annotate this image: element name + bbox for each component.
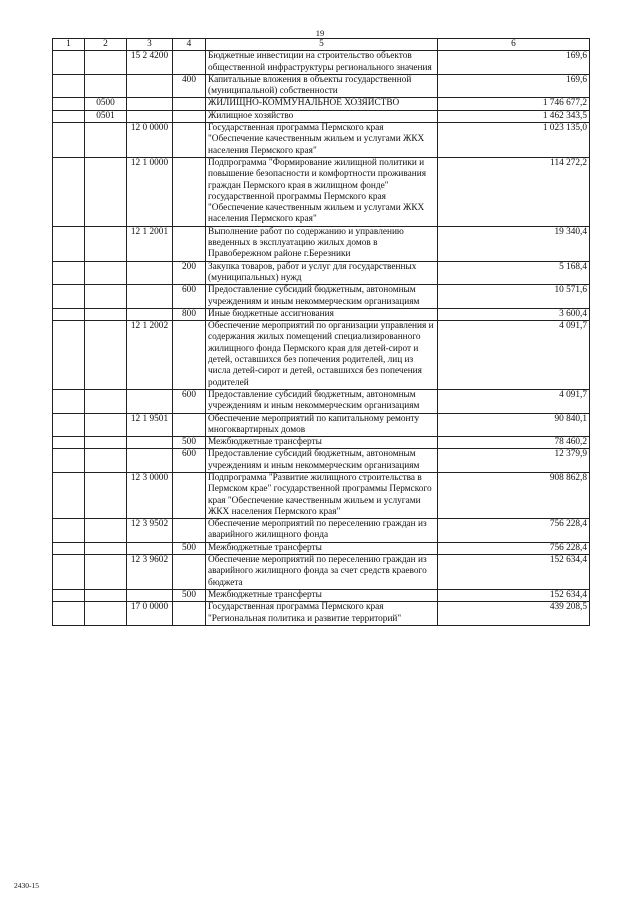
- target-code-cell: [127, 589, 173, 601]
- description-cell: Межбюджетные трансферты: [206, 589, 438, 601]
- target-code-cell: 12 0 0000: [127, 123, 173, 158]
- description-cell: Предоставление субсидий бюджетным, автономным учреждениям и иным некоммерческим организациям: [206, 285, 438, 309]
- target-code-cell: [127, 98, 173, 110]
- target-code-cell: [127, 449, 173, 473]
- description-cell: Межбюджетные трансферты: [206, 542, 438, 554]
- target-code-cell: [127, 389, 173, 413]
- table-row: [53, 157, 590, 226]
- amount-cell: 5 168,4: [438, 261, 590, 285]
- section-cell: [53, 110, 85, 122]
- description-cell: Предоставление субсидий бюджетным, автономным учреждениям и иным некоммерческим организациям: [206, 389, 438, 413]
- subsection-cell: [85, 226, 127, 261]
- col-header-2: 2: [85, 39, 127, 51]
- expense-type-cell: [173, 321, 206, 390]
- description-cell: Капитальные вложения в объекты государственной (муниципальной) собственности: [206, 74, 438, 98]
- section-cell: [53, 413, 85, 437]
- expense-type-cell: 200: [173, 261, 206, 285]
- description-cell: Государственная программа Пермского края "Обеспечение качественным жильем и услугами ЖКХ населения Пермского края": [206, 123, 438, 158]
- amount-cell: 169,6: [438, 74, 590, 98]
- section-cell: [53, 472, 85, 518]
- document-code: 2430-15: [14, 881, 39, 890]
- amount-cell: 90 840,1: [438, 413, 590, 437]
- amount-cell: 4 091,7: [438, 321, 590, 390]
- table-row: [53, 98, 590, 110]
- col-header-1: 1: [53, 39, 85, 51]
- section-cell: [53, 555, 85, 590]
- amount-cell: 4 091,7: [438, 389, 590, 413]
- expense-type-cell: [173, 110, 206, 122]
- target-code-cell: [127, 261, 173, 285]
- description-cell: Предоставление субсидий бюджетным, автономным учреждениям и иным некоммерческим организациям: [206, 449, 438, 473]
- subsection-cell: [85, 542, 127, 554]
- subsection-cell: [85, 589, 127, 601]
- expense-type-cell: 600: [173, 449, 206, 473]
- table-row: [53, 74, 590, 98]
- expense-type-cell: [173, 98, 206, 110]
- col-header-4: 4: [173, 39, 206, 51]
- table-row: [53, 413, 590, 437]
- section-cell: [53, 602, 85, 626]
- table-row: [53, 437, 590, 449]
- description-cell: Межбюджетные трансферты: [206, 437, 438, 449]
- table-row: [53, 226, 590, 261]
- amount-cell: 908 862,8: [438, 472, 590, 518]
- section-cell: [53, 589, 85, 601]
- subsection-cell: 0500: [85, 98, 127, 110]
- amount-cell: 1 462 343,5: [438, 110, 590, 122]
- description-cell: Обеспечение мероприятий по переселению граждан из аварийного жилищного фонда за счет средств краевого бюджета: [206, 555, 438, 590]
- amount-cell: 169,6: [438, 51, 590, 75]
- amount-cell: 756 228,4: [438, 542, 590, 554]
- description-cell: Выполнение работ по содержанию и управлению введенных в эксплуатацию жилых домов в Правобережном районе г.Березники: [206, 226, 438, 261]
- expense-type-cell: [173, 226, 206, 261]
- expense-type-cell: 500: [173, 437, 206, 449]
- target-code-cell: 17 0 0000: [127, 602, 173, 626]
- amount-cell: 152 634,4: [438, 589, 590, 601]
- amount-cell: 19 340,4: [438, 226, 590, 261]
- col-header-3: 3: [127, 39, 173, 51]
- header-row: [53, 39, 590, 51]
- description-cell: Подпрограмма "Формирование жилищной политики и повышение безопасности и комфортности проживания граждан Пермского края в жилищном фонде" государственной программы Пермского края "Обеспечение качественным жильем и услугами ЖКХ населения Пермского края": [206, 157, 438, 226]
- subsection-cell: [85, 413, 127, 437]
- expense-type-cell: 400: [173, 74, 206, 98]
- table-row: [53, 449, 590, 473]
- table-row: [53, 321, 590, 390]
- subsection-cell: [85, 449, 127, 473]
- expense-type-cell: 500: [173, 542, 206, 554]
- expense-type-cell: [173, 555, 206, 590]
- expense-type-cell: [173, 51, 206, 75]
- subsection-cell: [85, 157, 127, 226]
- section-cell: [53, 74, 85, 98]
- subsection-cell: [85, 437, 127, 449]
- expense-type-cell: [173, 519, 206, 543]
- amount-cell: 3 600,4: [438, 308, 590, 320]
- expense-type-cell: [173, 472, 206, 518]
- amount-cell: 114 272,2: [438, 157, 590, 226]
- expense-type-cell: 600: [173, 389, 206, 413]
- section-cell: [53, 321, 85, 390]
- target-code-cell: [127, 437, 173, 449]
- target-code-cell: 15 2 4200: [127, 51, 173, 75]
- table-row: [53, 602, 590, 626]
- target-code-cell: [127, 542, 173, 554]
- subsection-cell: 0501: [85, 110, 127, 122]
- description-cell: Бюджетные инвестиции на строительство объектов общественной инфраструктуры регионального значения: [206, 51, 438, 75]
- subsection-cell: [85, 519, 127, 543]
- section-cell: [53, 98, 85, 110]
- subsection-cell: [85, 308, 127, 320]
- col-header-5: 5: [206, 39, 438, 51]
- table-row: [53, 123, 590, 158]
- expense-type-cell: 800: [173, 308, 206, 320]
- target-code-cell: 12 1 9501: [127, 413, 173, 437]
- table-row: [53, 519, 590, 543]
- amount-cell: 78 460,2: [438, 437, 590, 449]
- description-cell: Государственная программа Пермского края "Региональная политика и развитие территорий": [206, 602, 438, 626]
- subsection-cell: [85, 51, 127, 75]
- section-cell: [53, 519, 85, 543]
- page-number: 19: [315, 28, 325, 38]
- subsection-cell: [85, 389, 127, 413]
- table-row: [53, 542, 590, 554]
- description-cell: Обеспечение мероприятий по переселению граждан из аварийного жилищного фонда: [206, 519, 438, 543]
- expense-type-cell: [173, 602, 206, 626]
- subsection-cell: [85, 123, 127, 158]
- subsection-cell: [85, 74, 127, 98]
- section-cell: [53, 308, 85, 320]
- target-code-cell: 12 1 2002: [127, 321, 173, 390]
- table-row: [53, 472, 590, 518]
- section-cell: [53, 542, 85, 554]
- target-code-cell: 12 3 9602: [127, 555, 173, 590]
- description-cell: Иные бюджетные ассигнования: [206, 308, 438, 320]
- target-code-cell: 12 1 2001: [127, 226, 173, 261]
- subsection-cell: [85, 261, 127, 285]
- amount-cell: 439 208,5: [438, 602, 590, 626]
- target-code-cell: [127, 74, 173, 98]
- expense-type-cell: [173, 157, 206, 226]
- section-cell: [53, 51, 85, 75]
- expense-type-cell: [173, 123, 206, 158]
- target-code-cell: 12 3 9502: [127, 519, 173, 543]
- description-cell: Обеспечение мероприятий по организации управления и содержания жилых помещений специализированного жилищного фонда Пермского края для детей-сирот и детей, оставшихся без попечения родителей, лиц из числа детей-сирот и детей, оставшихся без попечения родителей: [206, 321, 438, 390]
- description-cell: Подпрограмма "Развитие жилищного строительства в Пермском крае" государственной программы Пермского края "Обеспечение качественным жильем и услугами ЖКХ населения Пермского края": [206, 472, 438, 518]
- description-cell: Закупка товаров, работ и услуг для государственных (муниципальных) нужд: [206, 261, 438, 285]
- target-code-cell: 12 3 0000: [127, 472, 173, 518]
- target-code-cell: 12 1 0000: [127, 157, 173, 226]
- amount-cell: 10 571,6: [438, 285, 590, 309]
- section-cell: [53, 389, 85, 413]
- table-row: [53, 389, 590, 413]
- amount-cell: 12 379,9: [438, 449, 590, 473]
- section-cell: [53, 261, 85, 285]
- table-row: [53, 51, 590, 75]
- section-cell: [53, 157, 85, 226]
- table-row: [53, 589, 590, 601]
- section-cell: [53, 123, 85, 158]
- expense-type-cell: 600: [173, 285, 206, 309]
- table-row: [53, 110, 590, 122]
- col-header-6: 6: [438, 39, 590, 51]
- table-row: [53, 261, 590, 285]
- description-cell: Жилищное хозяйство: [206, 110, 438, 122]
- amount-cell: 152 634,4: [438, 555, 590, 590]
- expense-type-cell: [173, 413, 206, 437]
- table-row: [53, 285, 590, 309]
- subsection-cell: [85, 321, 127, 390]
- target-code-cell: [127, 285, 173, 309]
- amount-cell: 756 228,4: [438, 519, 590, 543]
- section-cell: [53, 226, 85, 261]
- amount-cell: 1 023 135,0: [438, 123, 590, 158]
- subsection-cell: [85, 285, 127, 309]
- budget-table: [52, 38, 590, 626]
- target-code-cell: [127, 308, 173, 320]
- table-row: [53, 555, 590, 590]
- expense-type-cell: 500: [173, 589, 206, 601]
- section-cell: [53, 437, 85, 449]
- amount-cell: 1 746 677,2: [438, 98, 590, 110]
- description-cell: ЖИЛИЩНО-КОММУНАЛЬНОЕ ХОЗЯЙСТВО: [206, 98, 438, 110]
- section-cell: [53, 285, 85, 309]
- target-code-cell: [127, 110, 173, 122]
- subsection-cell: [85, 602, 127, 626]
- subsection-cell: [85, 555, 127, 590]
- table-row: [53, 308, 590, 320]
- description-cell: Обеспечение мероприятий по капитальному ремонту многоквартирных домов: [206, 413, 438, 437]
- section-cell: [53, 449, 85, 473]
- subsection-cell: [85, 472, 127, 518]
